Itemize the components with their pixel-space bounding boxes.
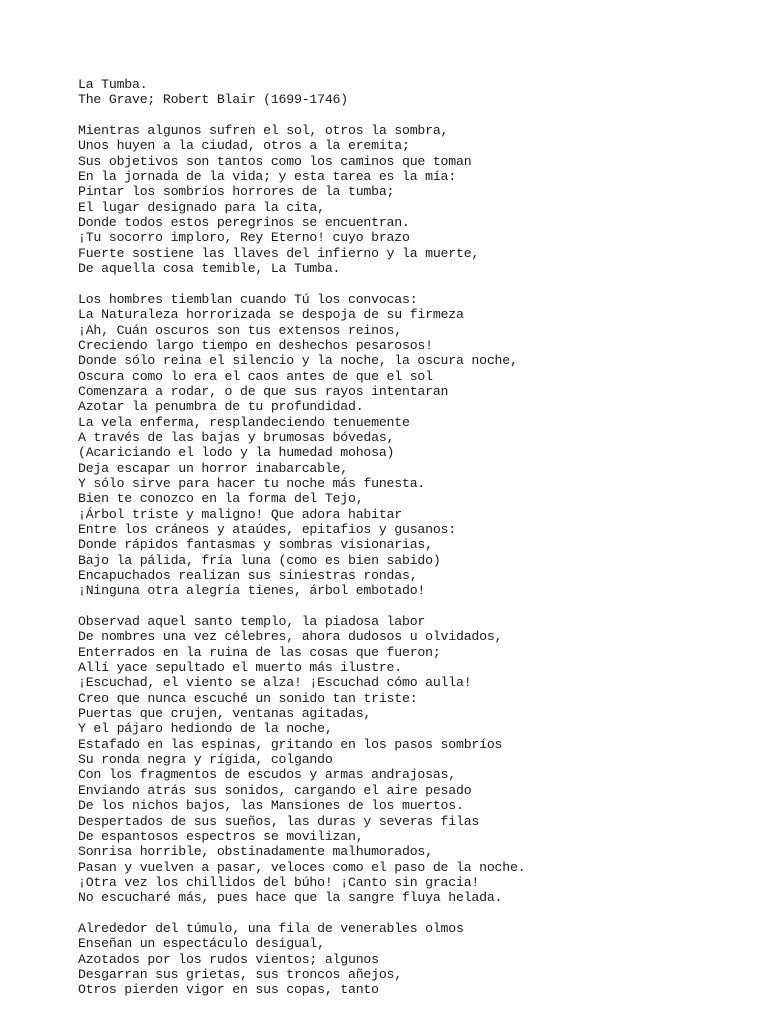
verse-line: Deja escapar un horror inabarcable, bbox=[78, 460, 348, 476]
verse-line: Oscura como lo era el caos antes de que el sol bbox=[78, 368, 433, 384]
verse-line: ¡Tu socorro imploro, Rey Eterno! cuyo brazo bbox=[78, 230, 410, 246]
verse-line: Donde rápidos fantasmas y sombras visionarias, bbox=[78, 537, 433, 553]
verse-line: Estafado en las espinas, gritando en los pasos sombríos bbox=[78, 736, 503, 752]
document-header bbox=[78, 77, 758, 108]
verse-line: Y el pájaro hediondo de la noche, bbox=[78, 721, 333, 737]
verse-line: ¡Escuchad, el viento se alza! ¡Escuchad cómo aulla! bbox=[78, 675, 472, 691]
poem-body bbox=[78, 123, 758, 998]
verse-line: Pintar los sombríos horrores de la tumba; bbox=[78, 184, 395, 200]
verse-line: Unos huyen a la ciudad, otros a la eremita; bbox=[78, 138, 410, 154]
verse-line: Y sólo sirve para hacer tu noche más funesta. bbox=[78, 475, 426, 491]
verse-line: Creo que nunca escuché un sonido tan triste: bbox=[78, 690, 418, 706]
verse-line: Desgarran sus grietas, sus troncos añejos, bbox=[78, 966, 402, 982]
verse-line: Sonrisa horrible, obstinadamente malhumorados, bbox=[78, 844, 433, 860]
verse-line: Su ronda negra y rígida, colgando bbox=[78, 752, 333, 768]
verse-line: El lugar designado para la cita, bbox=[78, 199, 325, 215]
verse-line: Despertados de sus sueños, las duras y severas filas bbox=[78, 813, 480, 829]
verse-line: Bajo la pálida, fría luna (como es bien sabido) bbox=[78, 552, 441, 568]
verse-line: ¡Ninguna otra alegría tienes, árbol embotado! bbox=[78, 583, 426, 599]
verse-line: La Naturaleza horrorizada se despoja de su firmeza bbox=[78, 307, 464, 323]
verse-line: ¡Árbol triste y maligno! Que adora habitar bbox=[78, 506, 402, 522]
verse-line: Fuerte sostiene las llaves del infierno y la muerte, bbox=[78, 245, 480, 261]
document-title: La Tumba. bbox=[78, 77, 148, 92]
verse-line: Allí yace sepultado el muerto más ilustre. bbox=[78, 660, 402, 676]
verse-line: Donde todos estos peregrinos se encuentran. bbox=[78, 215, 410, 231]
verse-line: A través de las bajas y brumosas bóvedas, bbox=[78, 429, 395, 445]
stanza bbox=[78, 614, 758, 906]
verse-line: Comenzara a rodar, o de que sus rayos intentaran bbox=[78, 383, 449, 399]
document-subtitle: The Grave; Robert Blair (1699-1746) bbox=[78, 92, 348, 108]
verse-line: Azotar la penumbra de tu profundidad. bbox=[78, 399, 364, 415]
verse-line: Mientras algunos sufren el sol, otros la sombra, bbox=[78, 123, 449, 139]
verse-line: Enseñan un espectáculo desigual, bbox=[78, 936, 325, 952]
verse-line: De nombres una vez célebres, ahora dudosos u olvidados, bbox=[78, 629, 503, 645]
verse-line: Puertas que crujen, ventanas agitadas, bbox=[78, 706, 372, 722]
stanza bbox=[78, 921, 758, 998]
verse-line: Bien te conozco en la forma del Tejo, bbox=[78, 491, 364, 507]
verse-line: ¡Ah, Cuán oscuros son tus extensos reinos, bbox=[78, 322, 402, 338]
verse-line: (Acariciando el lodo y la humedad mohosa) bbox=[78, 445, 395, 461]
verse-line: De espantosos espectros se movilizan, bbox=[78, 828, 364, 844]
verse-line: Creciendo largo tiempo en deshechos pesarosos! bbox=[78, 337, 433, 353]
verse-line: Observad aquel santo templo, la piadosa labor bbox=[78, 614, 426, 630]
verse-line: Otros pierden vigor en sus copas, tanto bbox=[78, 982, 379, 998]
verse-line: Con los fragmentos de escudos y armas andrajosas, bbox=[78, 767, 456, 783]
stanza bbox=[78, 123, 758, 276]
verse-line: De los nichos bajos, las Mansiones de los muertos. bbox=[78, 798, 464, 814]
verse-line: Donde sólo reina el silencio y la noche, la oscura noche, bbox=[78, 353, 518, 369]
document-page bbox=[78, 77, 758, 1013]
verse-line: En la jornada de la vida; y esta tarea es la mía: bbox=[78, 169, 456, 185]
stanza bbox=[78, 292, 758, 599]
verse-line: ¡Otra vez los chillidos del búho! ¡Canto sin gracia! bbox=[78, 874, 480, 890]
verse-line: Enviando atrás sus sonidos, cargando el aire pesado bbox=[78, 782, 472, 798]
verse-line: Sus objetivos son tantos como los caminos que toman bbox=[78, 153, 472, 169]
verse-line: Azotados por los rudos vientos; algunos bbox=[78, 951, 379, 967]
verse-line: Pasan y vuelven a pasar, veloces como el paso de la noche. bbox=[78, 859, 526, 875]
verse-line: La vela enferma, resplandeciendo tenuemente bbox=[78, 414, 410, 430]
verse-line: Enterrados en la ruina de las cosas que fueron; bbox=[78, 644, 441, 660]
verse-line: No escucharé más, pues hace que la sangre fluya helada. bbox=[78, 890, 503, 906]
verse-line: De aquella cosa temible, La Tumba. bbox=[78, 261, 341, 277]
verse-line: Los hombres tiemblan cuando Tú los convocas: bbox=[78, 291, 418, 307]
verse-line: Entre los cráneos y ataúdes, epitafios y gusanos: bbox=[78, 521, 456, 537]
verse-line: Alrededor del túmulo, una fila de venerables olmos bbox=[78, 920, 464, 936]
verse-line: Encapuchados realizan sus siniestras rondas, bbox=[78, 568, 418, 583]
